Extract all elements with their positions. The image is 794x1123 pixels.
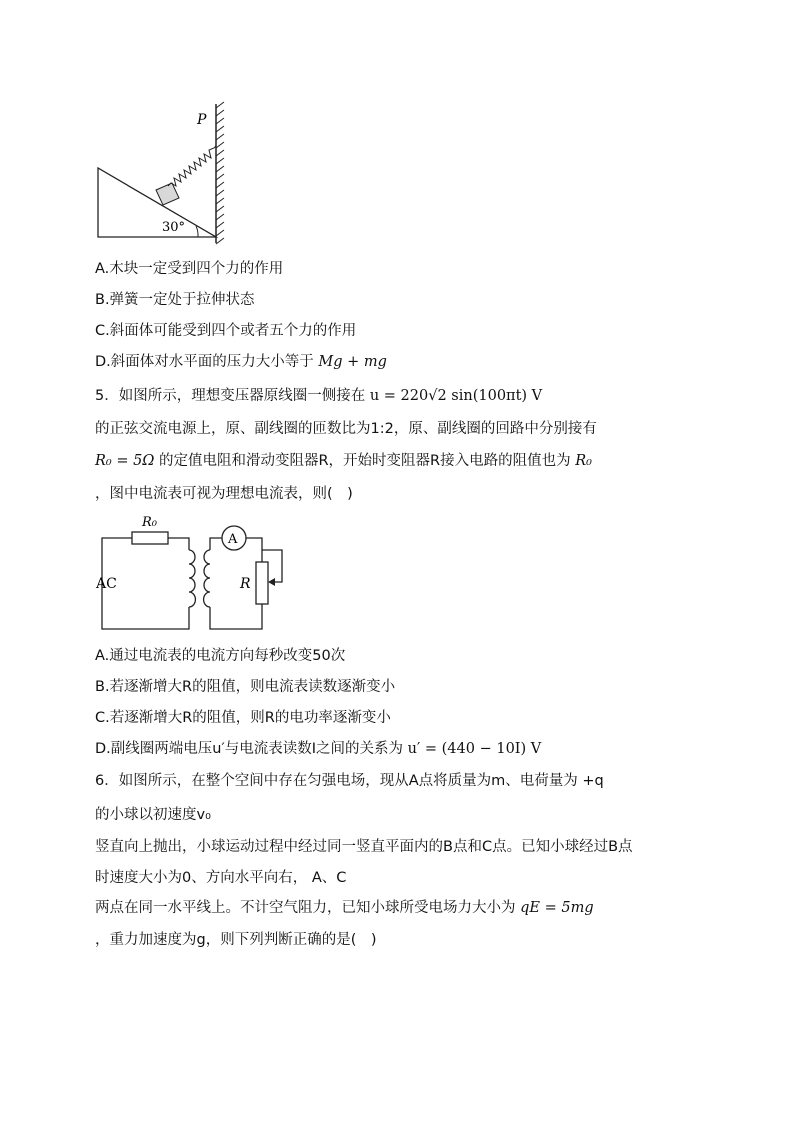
- q5-r0-formula: R₀ = 5Ω: [95, 453, 155, 469]
- q5-option-d: [95, 739, 541, 759]
- q5-option-c: C.若逐渐增大R的阻值，则R的电功率逐渐变小: [95, 710, 391, 726]
- q5-line-1: [95, 386, 542, 406]
- secondary-wire-bottom: [210, 604, 262, 629]
- q6-line-5: [95, 898, 594, 918]
- primary-coil: [189, 550, 195, 607]
- spring: [168, 146, 216, 186]
- q5-line-3-text: 的定值电阻和滑动变阻器R，开始时变阻器R接入电路的阻值也为: [158, 453, 571, 469]
- rheostat-label: R: [240, 576, 251, 592]
- transformer-circuit-figure: [92, 512, 292, 637]
- q5-option-b: B.若逐渐增大R的阻值，则电流表读数逐渐变小: [95, 679, 396, 695]
- q4-option-a: A.木块一定受到四个力的作用: [95, 261, 284, 277]
- q5-line-4: ，图中电流表可视为理想电流表，则( ): [95, 486, 353, 502]
- resistor-r0-label: R₀: [142, 515, 157, 530]
- q6-line-4: 时速度大小为0、方向水平向右， A、C: [95, 870, 347, 886]
- resistor-r0: [132, 532, 168, 544]
- angle-arc: [196, 226, 198, 237]
- q6-line-5-text: 两点在同一水平线上。不计空气阻力，已知小球所受电场力大小为: [95, 900, 516, 916]
- q5-line-3: [95, 451, 592, 471]
- primary-wire-top: [168, 538, 189, 550]
- rheostat-slider-arrow: [268, 578, 275, 586]
- q5-line-2: 的正弦交流电源上，原、副线圈的匝数比为1:2，原、副线圈的回路中分别接有: [95, 421, 597, 437]
- ammeter-label: A: [228, 532, 238, 547]
- incline-spring-figure: [92, 100, 242, 250]
- secondary-wire-top: [210, 538, 222, 550]
- point-p-label: P: [197, 112, 207, 128]
- q5-option-a: A.通过电流表的电流方向每秒改变50次: [95, 648, 346, 664]
- q4-option-d-formula: Mg + mg: [318, 354, 387, 370]
- q4-option-c: C.斜面体可能受到四个或者五个力的作用: [95, 323, 357, 339]
- secondary-wire-right: [246, 538, 262, 562]
- q4-option-d: [95, 352, 387, 372]
- q6-qe-formula: qE = 5mg: [520, 900, 594, 916]
- wall-hatching: [216, 102, 224, 244]
- q6-line-1: 6．如图所示，在整个空间中存在匀强电场，现从A点将质量为m、电荷量为 +q: [95, 773, 604, 789]
- q5-line-1-text: 5．如图所示，理想变压器原线圈一侧接在: [95, 388, 366, 404]
- q5-option-d-formula: u′ = (440 − 10I) V: [407, 741, 542, 757]
- incline: [98, 168, 216, 237]
- q6-line-2: 的小球以初速度v₀: [95, 807, 211, 823]
- q4-option-b: B.弹簧一定处于拉伸状态: [95, 292, 255, 308]
- q4-option-d-text: D.斜面体对水平面的压力大小等于: [95, 354, 314, 370]
- angle-label: 30°: [162, 220, 186, 235]
- secondary-coil: [204, 550, 210, 607]
- rheostat: [256, 562, 268, 604]
- q5-voltage-formula: u = 220√2 sin(100πt) V: [369, 388, 543, 404]
- q6-line-3: 竖直向上抛出，小球运动过程中经过同一竖直平面内的B点和C点。已知小球经过B点: [95, 839, 633, 855]
- q5-option-d-text: D.副线圈两端电压u′与电流表读数I之间的关系为: [95, 741, 404, 757]
- q5-r0-symbol: R₀: [575, 453, 592, 469]
- ac-source-label: AC: [96, 576, 117, 592]
- q6-line-6: ，重力加速度为g，则下列判断正确的是( ): [95, 932, 377, 948]
